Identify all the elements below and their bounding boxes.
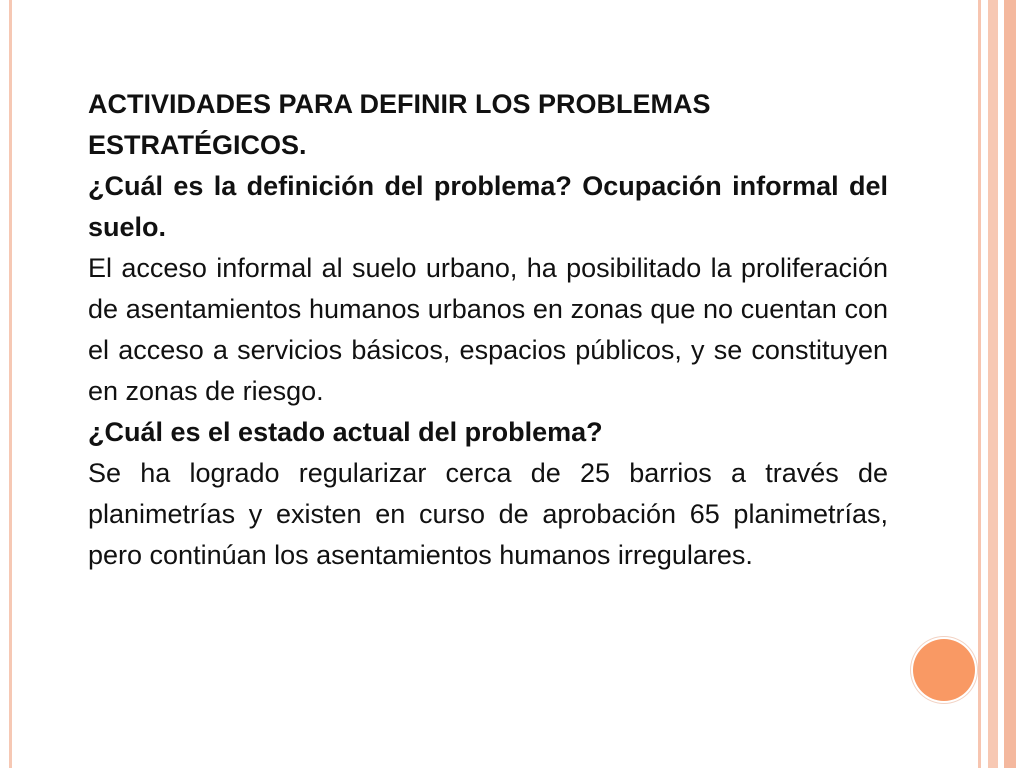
question-definition: ¿Cuál es la definición del problema? Ocupación informal del suelo.	[88, 171, 888, 242]
right-frame-stripe	[988, 0, 998, 768]
decorative-circle	[913, 639, 975, 701]
right-frame-stripe-outer	[1004, 0, 1016, 768]
slide-content	[88, 84, 888, 576]
paragraph-current-state: Se ha logrado regularizar cerca de 25 barrios a través de planimetrías y existen en curso de aprobación 65 planimetrías, pero continúan los asentamientos humanos irregulares.	[88, 458, 888, 570]
question-current-state: ¿Cuál es el estado actual del problema?	[88, 417, 603, 447]
left-frame-line	[9, 0, 12, 768]
slide-heading: ACTIVIDADES PARA DEFINIR LOS PROBLEMAS ESTRATÉGICOS.	[88, 89, 711, 160]
paragraph-definition: El acceso informal al suelo urbano, ha posibilitado la proliferación de asentamientos humanos urbanos en zonas que no cuentan con el acceso a servicios básicos, espacios públicos, y se constituyen en zonas de riesgo.	[88, 253, 888, 406]
right-frame-line	[978, 0, 981, 768]
